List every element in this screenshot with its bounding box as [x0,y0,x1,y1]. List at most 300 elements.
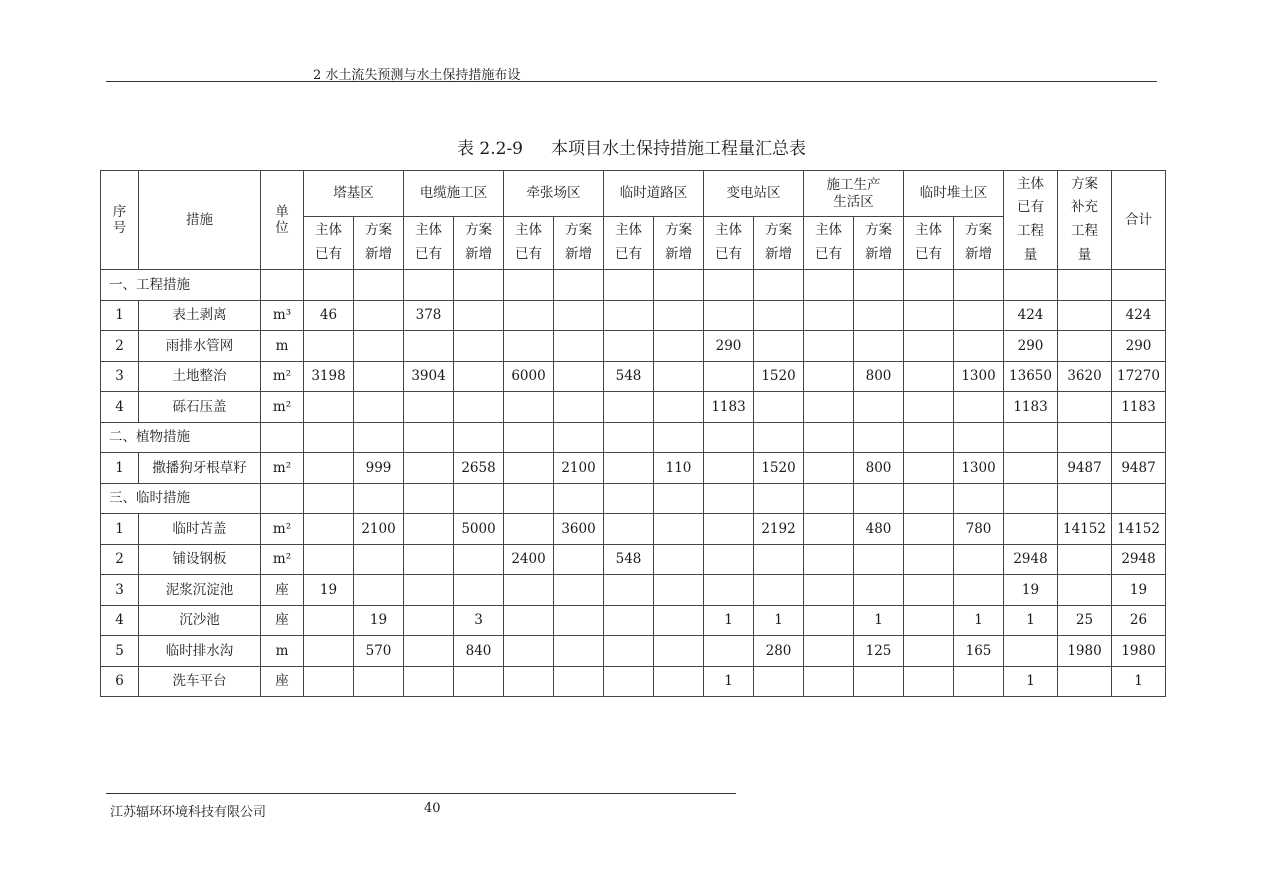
row-value: 1520 [754,361,804,392]
empty-cell [954,422,1004,453]
row-value [604,453,654,484]
empty-cell [954,483,1004,514]
row-value [854,331,904,362]
empty-cell [354,270,404,301]
footer-rule [106,793,736,794]
row-value [304,605,354,636]
row-value [504,666,554,697]
table-row [101,392,1166,423]
header-zone: 电缆施工区 [404,171,504,217]
row-seq: 3 [101,575,139,606]
row-value [804,514,854,545]
row-value [654,605,704,636]
row-value [404,544,454,575]
row-unit: m [261,636,304,667]
measures-summary-table [100,170,1166,697]
empty-cell [754,422,804,453]
row-value [904,392,954,423]
row-value: 3904 [404,361,454,392]
row-measure: 表土剥离 [139,300,261,331]
row-value: 6000 [504,361,554,392]
row-unit: m³ [261,300,304,331]
row-value [554,575,604,606]
row-value [1058,666,1112,697]
table-row [101,514,1166,545]
row-value: 548 [604,544,654,575]
header-measure: 措施 [139,171,261,270]
header-sub-existing: 主体 已有 [704,217,754,270]
row-value [804,636,854,667]
row-measure: 砾石压盖 [139,392,261,423]
row-value [354,331,404,362]
header-zone: 牵张场区 [504,171,604,217]
row-value: 1520 [754,453,804,484]
row-value: 3600 [554,514,604,545]
section-label: 二、植物措施 [101,422,261,453]
row-value: 25 [1058,605,1112,636]
row-value: 2948 [1004,544,1058,575]
row-value: 1 [854,605,904,636]
row-value [504,514,554,545]
row-value [654,575,704,606]
row-value: 280 [754,636,804,667]
row-value: 800 [854,453,904,484]
row-value: 46 [304,300,354,331]
empty-cell [704,483,754,514]
row-seq: 6 [101,666,139,697]
page-header-title: 2 水土流失预测与水土保持措施布设 [313,68,521,83]
row-value [454,544,504,575]
row-value: 2100 [554,453,604,484]
header-seq: 序 号 [101,171,139,270]
empty-cell [754,270,804,301]
row-value: 3198 [304,361,354,392]
row-value [704,361,754,392]
header-sub-new: 方案 新增 [354,217,404,270]
row-value [954,331,1004,362]
row-value [1058,544,1112,575]
row-value: 3 [454,605,504,636]
row-value: 1183 [1004,392,1058,423]
row-value [504,453,554,484]
row-value [654,392,704,423]
row-value [804,300,854,331]
header-zone: 塔基区 [304,171,404,217]
row-value [354,666,404,697]
row-value [704,636,754,667]
empty-cell [604,422,654,453]
row-value: 290 [704,331,754,362]
section-label: 一、工程措施 [101,270,261,301]
empty-cell [1058,422,1112,453]
empty-cell [854,270,904,301]
row-value [804,331,854,362]
row-value [804,575,854,606]
empty-cell [504,483,554,514]
row-value: 9487 [1112,453,1166,484]
row-value [504,636,554,667]
table-row [101,544,1166,575]
header-sub-existing: 主体 已有 [604,217,654,270]
header-row-zones [101,171,1166,217]
row-value [1058,392,1112,423]
row-value: 1 [1112,666,1166,697]
row-value [754,300,804,331]
row-value [454,392,504,423]
row-value [904,331,954,362]
row-value: 26 [1112,605,1166,636]
row-seq: 1 [101,453,139,484]
header-sub-new: 方案 新增 [554,217,604,270]
row-seq: 2 [101,544,139,575]
row-value: 2658 [454,453,504,484]
row-measure: 铺设钢板 [139,544,261,575]
footer-company: 江苏辐环环境科技有限公司 [110,805,267,820]
row-value [504,575,554,606]
row-value [604,300,654,331]
empty-cell [1112,483,1166,514]
row-value [304,453,354,484]
header-sub-new: 方案 新增 [854,217,904,270]
empty-cell [904,483,954,514]
row-value [704,575,754,606]
row-value [1004,453,1058,484]
row-value [804,605,854,636]
row-value [454,300,504,331]
row-value [904,514,954,545]
empty-cell [804,270,854,301]
row-value [604,514,654,545]
row-value [704,453,754,484]
row-value [554,361,604,392]
row-value: 2400 [504,544,554,575]
header-sub-new: 方案 新增 [754,217,804,270]
empty-cell [354,483,404,514]
header-zone: 施工生产 生活区 [804,171,904,217]
row-unit: m² [261,453,304,484]
row-value [404,575,454,606]
row-unit: m [261,331,304,362]
empty-cell [704,270,754,301]
row-value [454,666,504,697]
row-value [804,666,854,697]
row-value: 424 [1112,300,1166,331]
row-value: 290 [1004,331,1058,362]
row-value [404,605,454,636]
row-value [754,575,804,606]
row-value [1004,636,1058,667]
row-value [654,666,704,697]
row-value: 1 [704,666,754,697]
empty-cell [554,483,604,514]
row-value: 1 [954,605,1004,636]
table-row [101,636,1166,667]
row-value: 840 [454,636,504,667]
row-value [954,666,1004,697]
row-value [654,636,704,667]
row-value [754,331,804,362]
row-value [654,300,704,331]
table-caption [0,134,1263,159]
row-value [904,636,954,667]
empty-cell [554,422,604,453]
empty-cell [404,270,454,301]
row-unit: m² [261,514,304,545]
header-total-existing: 主体 已有 工程 量 [1004,171,1058,270]
row-value [404,453,454,484]
row-value [754,544,804,575]
header-sub-new: 方案 新增 [454,217,504,270]
row-value [304,544,354,575]
empty-cell [704,422,754,453]
row-seq: 2 [101,331,139,362]
row-value: 424 [1004,300,1058,331]
header-zone: 变电站区 [704,171,804,217]
row-value [604,331,654,362]
empty-cell [654,270,704,301]
row-value [604,666,654,697]
empty-cell [304,422,354,453]
empty-cell [261,483,304,514]
row-value [554,666,604,697]
empty-cell [854,422,904,453]
row-value: 1 [1004,605,1058,636]
row-value: 780 [954,514,1004,545]
row-value [554,300,604,331]
row-unit: m² [261,361,304,392]
row-value [354,361,404,392]
row-value: 480 [854,514,904,545]
row-value [554,331,604,362]
row-value: 110 [654,453,704,484]
row-value [754,392,804,423]
row-measure: 雨排水管网 [139,331,261,362]
header-rule [106,81,1157,82]
row-unit: 座 [261,666,304,697]
section-row [101,422,1166,453]
row-seq: 4 [101,392,139,423]
row-value [554,392,604,423]
row-unit: 座 [261,605,304,636]
header-zone: 临时道路区 [604,171,704,217]
row-value: 19 [1004,575,1058,606]
row-value [304,636,354,667]
empty-cell [454,270,504,301]
row-value: 165 [954,636,1004,667]
row-value [954,300,1004,331]
empty-cell [654,422,704,453]
table-title: 本项目水土保持措施工程量汇总表 [551,139,806,159]
row-value [804,361,854,392]
row-value [954,544,1004,575]
row-value: 19 [354,605,404,636]
row-value [354,300,404,331]
row-value [304,331,354,362]
row-value [1058,331,1112,362]
header-total: 合计 [1112,171,1166,270]
row-value [504,331,554,362]
empty-cell [354,422,404,453]
row-value [854,300,904,331]
row-value [404,636,454,667]
empty-cell [1004,422,1058,453]
row-seq: 1 [101,300,139,331]
row-value: 1 [704,605,754,636]
row-measure: 洗车平台 [139,666,261,697]
row-value [504,392,554,423]
header-sub-existing: 主体 已有 [904,217,954,270]
row-value: 14152 [1112,514,1166,545]
row-seq: 3 [101,361,139,392]
table-row [101,300,1166,331]
row-seq: 1 [101,514,139,545]
row-value [354,544,404,575]
row-value [904,666,954,697]
row-value [304,514,354,545]
row-value [1058,300,1112,331]
row-value [604,392,654,423]
row-value [654,544,704,575]
row-value [904,361,954,392]
row-value [554,636,604,667]
empty-cell [804,483,854,514]
row-value: 1183 [704,392,754,423]
row-value: 125 [854,636,904,667]
table-number: 表 2.2-9 [457,139,523,159]
row-value: 999 [354,453,404,484]
empty-cell [604,483,654,514]
header-sub-existing: 主体 已有 [304,217,354,270]
row-value [804,392,854,423]
table-row [101,575,1166,606]
row-value [504,300,554,331]
row-value: 1183 [1112,392,1166,423]
row-value [504,605,554,636]
page-number: 40 [424,801,441,816]
empty-cell [904,270,954,301]
header-zone: 临时堆土区 [904,171,1004,217]
row-value: 548 [604,361,654,392]
empty-cell [454,422,504,453]
row-value [554,544,604,575]
empty-cell [504,270,554,301]
empty-cell [1058,483,1112,514]
section-row [101,270,1166,301]
empty-cell [1112,270,1166,301]
row-value [804,544,854,575]
row-value: 2100 [354,514,404,545]
row-measure: 撒播狗牙根草籽 [139,453,261,484]
header-sub-existing: 主体 已有 [504,217,554,270]
section-row [101,483,1166,514]
row-value: 1980 [1112,636,1166,667]
row-value: 3620 [1058,361,1112,392]
row-value [604,636,654,667]
table-row [101,331,1166,362]
row-measure: 沉沙池 [139,605,261,636]
header-total-supplement: 方案 补充 工程 量 [1058,171,1112,270]
row-measure: 泥浆沉淀池 [139,575,261,606]
empty-cell [804,422,854,453]
empty-cell [904,422,954,453]
row-value: 1 [754,605,804,636]
empty-cell [654,483,704,514]
row-unit: m² [261,544,304,575]
row-value [454,331,504,362]
row-value [854,666,904,697]
row-value: 2948 [1112,544,1166,575]
empty-cell [1004,270,1058,301]
row-measure: 临时排水沟 [139,636,261,667]
row-value: 13650 [1004,361,1058,392]
row-value [604,575,654,606]
header-sub-new: 方案 新增 [954,217,1004,270]
row-value [354,575,404,606]
empty-cell [1058,270,1112,301]
empty-cell [404,483,454,514]
empty-cell [754,483,804,514]
row-value: 2192 [754,514,804,545]
row-unit: 座 [261,575,304,606]
table-row [101,666,1166,697]
empty-cell [604,270,654,301]
row-value: 1980 [1058,636,1112,667]
row-value [754,666,804,697]
row-value [904,300,954,331]
row-value: 378 [404,300,454,331]
empty-cell [261,422,304,453]
row-value [404,331,454,362]
row-value [854,544,904,575]
row-value: 1300 [954,361,1004,392]
row-value: 570 [354,636,404,667]
empty-cell [554,270,604,301]
empty-cell [304,270,354,301]
row-value: 1300 [954,453,1004,484]
row-value: 290 [1112,331,1166,362]
row-value: 1 [1004,666,1058,697]
empty-cell [261,270,304,301]
row-value [654,514,704,545]
row-value [454,575,504,606]
header-sub-existing: 主体 已有 [404,217,454,270]
row-value [404,514,454,545]
row-value [704,514,754,545]
row-value [904,575,954,606]
row-value: 800 [854,361,904,392]
empty-cell [404,422,454,453]
row-value: 9487 [1058,453,1112,484]
empty-cell [1112,422,1166,453]
row-value: 19 [304,575,354,606]
row-value [654,331,704,362]
row-value [704,544,754,575]
row-value [904,544,954,575]
row-seq: 5 [101,636,139,667]
row-value [554,605,604,636]
row-value [304,666,354,697]
table-row [101,453,1166,484]
section-label: 三、临时措施 [101,483,261,514]
row-value [954,575,1004,606]
row-measure: 土地整治 [139,361,261,392]
row-value [954,392,1004,423]
empty-cell [504,422,554,453]
row-value [454,361,504,392]
row-value [904,605,954,636]
row-value [654,361,704,392]
header-unit: 单 位 [261,171,304,270]
